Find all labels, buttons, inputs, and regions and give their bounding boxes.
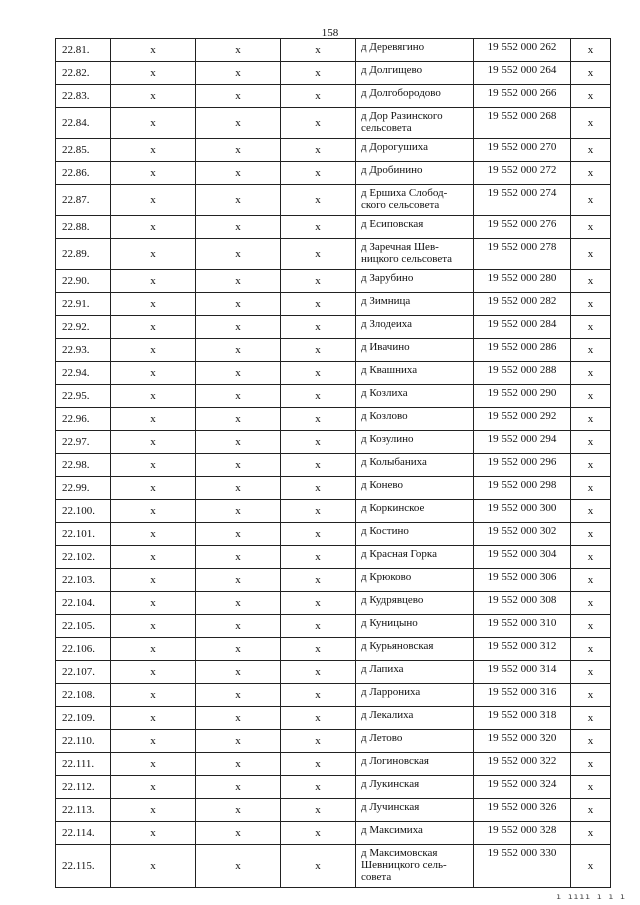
oktmo-code: 19 552 000 314 xyxy=(474,661,571,684)
mark-cell: x xyxy=(571,39,611,62)
row-number: 22.88. xyxy=(56,216,111,239)
oktmo-code: 19 552 000 306 xyxy=(474,569,571,592)
oktmo-code: 19 552 000 308 xyxy=(474,592,571,615)
mark-cell: x xyxy=(571,62,611,85)
mark-cell: x xyxy=(281,454,356,477)
settlement-table xyxy=(55,38,611,888)
row-number: 22.84. xyxy=(56,108,111,139)
table-row xyxy=(56,523,611,546)
mark-cell: x xyxy=(281,684,356,707)
table-row xyxy=(56,454,611,477)
oktmo-code: 19 552 000 296 xyxy=(474,454,571,477)
mark-cell: x xyxy=(196,546,281,569)
settlement-name: д Долгобородово xyxy=(356,85,474,108)
mark-cell: x xyxy=(571,162,611,185)
table-row xyxy=(56,316,611,339)
row-number: 22.107. xyxy=(56,661,111,684)
settlement-name: д Козулино xyxy=(356,431,474,454)
settlement-name: д Дробинино xyxy=(356,162,474,185)
mark-cell: x xyxy=(196,108,281,139)
mark-cell: x xyxy=(111,523,196,546)
mark-cell: x xyxy=(196,500,281,523)
row-number: 22.85. xyxy=(56,139,111,162)
oktmo-code: 19 552 000 300 xyxy=(474,500,571,523)
settlement-name: д Зарубино xyxy=(356,270,474,293)
mark-cell: x xyxy=(111,408,196,431)
mark-cell: x xyxy=(111,239,196,270)
settlement-name: д Курьяновская xyxy=(356,638,474,661)
mark-cell: x xyxy=(571,185,611,216)
mark-cell: x xyxy=(281,362,356,385)
table-row xyxy=(56,776,611,799)
table-row xyxy=(56,239,611,270)
settlement-name: д Куницыно xyxy=(356,615,474,638)
settlement-name: д Ершиха Слобод-ского сельсовета xyxy=(356,185,474,216)
mark-cell: x xyxy=(571,730,611,753)
table-row xyxy=(56,385,611,408)
row-number: 22.91. xyxy=(56,293,111,316)
table-row xyxy=(56,730,611,753)
mark-cell: x xyxy=(571,385,611,408)
mark-cell: x xyxy=(111,339,196,362)
mark-cell: x xyxy=(281,615,356,638)
row-number: 22.90. xyxy=(56,270,111,293)
oktmo-code: 19 552 000 266 xyxy=(474,85,571,108)
mark-cell: x xyxy=(196,684,281,707)
row-number: 22.109. xyxy=(56,707,111,730)
mark-cell: x xyxy=(196,85,281,108)
settlement-name: д Зимница xyxy=(356,293,474,316)
mark-cell: x xyxy=(111,615,196,638)
mark-cell: x xyxy=(281,385,356,408)
table-row xyxy=(56,615,611,638)
table-row xyxy=(56,707,611,730)
settlement-name: д Злодеиха xyxy=(356,316,474,339)
oktmo-code: 19 552 000 302 xyxy=(474,523,571,546)
mark-cell: x xyxy=(196,753,281,776)
settlement-name: д Ларрониха xyxy=(356,684,474,707)
mark-cell: x xyxy=(111,108,196,139)
mark-cell: x xyxy=(281,730,356,753)
mark-cell: x xyxy=(281,569,356,592)
row-number: 22.114. xyxy=(56,822,111,845)
mark-cell: x xyxy=(571,500,611,523)
table-row xyxy=(56,477,611,500)
row-number: 22.100. xyxy=(56,500,111,523)
mark-cell: x xyxy=(571,776,611,799)
oktmo-code: 19 552 000 310 xyxy=(474,615,571,638)
row-number: 22.81. xyxy=(56,39,111,62)
oktmo-code: 19 552 000 284 xyxy=(474,316,571,339)
oktmo-code: 19 552 000 294 xyxy=(474,431,571,454)
oktmo-code: 19 552 000 328 xyxy=(474,822,571,845)
mark-cell: x xyxy=(571,845,611,888)
settlement-name: д Лекалиха xyxy=(356,707,474,730)
mark-cell: x xyxy=(281,845,356,888)
settlement-name: д Дор Разинского сельсовета xyxy=(356,108,474,139)
mark-cell: x xyxy=(571,707,611,730)
mark-cell: x xyxy=(111,753,196,776)
mark-cell: x xyxy=(196,62,281,85)
page-number: 158 xyxy=(321,27,339,39)
mark-cell: x xyxy=(571,799,611,822)
mark-cell: x xyxy=(196,776,281,799)
oktmo-code: 19 552 000 282 xyxy=(474,293,571,316)
oktmo-code: 19 552 000 276 xyxy=(474,216,571,239)
table-row xyxy=(56,139,611,162)
row-number: 22.104. xyxy=(56,592,111,615)
mark-cell: x xyxy=(111,216,196,239)
settlement-name: д Логиновская xyxy=(356,753,474,776)
mark-cell: x xyxy=(571,546,611,569)
settlement-name: д Козлиха xyxy=(356,385,474,408)
mark-cell: x xyxy=(111,661,196,684)
mark-cell: x xyxy=(281,500,356,523)
mark-cell: x xyxy=(111,477,196,500)
mark-cell: x xyxy=(111,270,196,293)
mark-cell: x xyxy=(196,293,281,316)
table-row xyxy=(56,270,611,293)
mark-cell: x xyxy=(111,730,196,753)
mark-cell: x xyxy=(281,707,356,730)
table-row xyxy=(56,39,611,62)
table-row xyxy=(56,753,611,776)
mark-cell: x xyxy=(196,799,281,822)
mark-cell: x xyxy=(571,615,611,638)
mark-cell: x xyxy=(571,684,611,707)
mark-cell: x xyxy=(571,523,611,546)
table-row xyxy=(56,339,611,362)
row-number: 22.89. xyxy=(56,239,111,270)
mark-cell: x xyxy=(196,477,281,500)
mark-cell: x xyxy=(196,523,281,546)
mark-cell: x xyxy=(571,139,611,162)
mark-cell: x xyxy=(196,408,281,431)
mark-cell: x xyxy=(111,431,196,454)
oktmo-code: 19 552 000 324 xyxy=(474,776,571,799)
row-number: 22.83. xyxy=(56,85,111,108)
table-row xyxy=(56,500,611,523)
row-number: 22.102. xyxy=(56,546,111,569)
mark-cell: x xyxy=(111,546,196,569)
mark-cell: x xyxy=(196,707,281,730)
mark-cell: x xyxy=(281,162,356,185)
mark-cell: x xyxy=(196,139,281,162)
mark-cell: x xyxy=(196,270,281,293)
table-row xyxy=(56,85,611,108)
mark-cell: x xyxy=(281,546,356,569)
settlement-name: д Костино xyxy=(356,523,474,546)
table-row xyxy=(56,684,611,707)
mark-cell: x xyxy=(571,216,611,239)
mark-cell: x xyxy=(281,799,356,822)
oktmo-code: 19 552 000 298 xyxy=(474,477,571,500)
oktmo-code: 19 552 000 322 xyxy=(474,753,571,776)
table-row xyxy=(56,293,611,316)
mark-cell: x xyxy=(281,62,356,85)
table-row xyxy=(56,546,611,569)
row-number: 22.98. xyxy=(56,454,111,477)
mark-cell: x xyxy=(111,185,196,216)
settlement-name: д Колыбаниха xyxy=(356,454,474,477)
mark-cell: x xyxy=(196,185,281,216)
mark-cell: x xyxy=(571,408,611,431)
oktmo-code: 19 552 000 270 xyxy=(474,139,571,162)
mark-cell: x xyxy=(571,454,611,477)
row-number: 22.82. xyxy=(56,62,111,85)
row-number: 22.94. xyxy=(56,362,111,385)
mark-cell: x xyxy=(196,162,281,185)
settlement-name: д Кудрявцево xyxy=(356,592,474,615)
mark-cell: x xyxy=(281,139,356,162)
mark-cell: x xyxy=(571,293,611,316)
mark-cell: x xyxy=(281,339,356,362)
mark-cell: x xyxy=(281,108,356,139)
mark-cell: x xyxy=(281,270,356,293)
mark-cell: x xyxy=(196,569,281,592)
row-number: 22.103. xyxy=(56,569,111,592)
row-number: 22.115. xyxy=(56,845,111,888)
oktmo-code: 19 552 000 316 xyxy=(474,684,571,707)
oktmo-code: 19 552 000 326 xyxy=(474,799,571,822)
settlement-name: д Ивачино xyxy=(356,339,474,362)
mark-cell: x xyxy=(196,822,281,845)
row-number: 22.93. xyxy=(56,339,111,362)
table-row xyxy=(56,185,611,216)
oktmo-code: 19 552 000 264 xyxy=(474,62,571,85)
mark-cell: x xyxy=(111,799,196,822)
table-row xyxy=(56,845,611,888)
table-row xyxy=(56,62,611,85)
mark-cell: x xyxy=(111,385,196,408)
mark-cell: x xyxy=(281,85,356,108)
mark-cell: x xyxy=(571,108,611,139)
settlement-name: д Максимовская Шевницкого сель-совета xyxy=(356,845,474,888)
settlement-name: д Лапиха xyxy=(356,661,474,684)
table-row xyxy=(56,108,611,139)
settlement-name: д Деревягино xyxy=(356,39,474,62)
row-number: 22.92. xyxy=(56,316,111,339)
mark-cell: x xyxy=(111,638,196,661)
mark-cell: x xyxy=(571,592,611,615)
mark-cell: x xyxy=(281,822,356,845)
mark-cell: x xyxy=(196,615,281,638)
settlement-name: д Крюково xyxy=(356,569,474,592)
mark-cell: x xyxy=(196,339,281,362)
oktmo-code: 19 552 000 318 xyxy=(474,707,571,730)
mark-cell: x xyxy=(281,293,356,316)
oktmo-code: 19 552 000 280 xyxy=(474,270,571,293)
settlement-name: д Лучинская xyxy=(356,799,474,822)
oktmo-code: 19 552 000 286 xyxy=(474,339,571,362)
mark-cell: x xyxy=(281,638,356,661)
mark-cell: x xyxy=(571,316,611,339)
oktmo-code: 19 552 000 278 xyxy=(474,239,571,270)
settlement-name: д Коркинское xyxy=(356,500,474,523)
mark-cell: x xyxy=(196,362,281,385)
oktmo-code: 19 552 000 288 xyxy=(474,362,571,385)
mark-cell: x xyxy=(111,85,196,108)
mark-cell: x xyxy=(281,239,356,270)
mark-cell: x xyxy=(111,684,196,707)
settlement-name: д Долгищево xyxy=(356,62,474,85)
settlement-name: д Козлово xyxy=(356,408,474,431)
table-row xyxy=(56,362,611,385)
mark-cell: x xyxy=(111,62,196,85)
mark-cell: x xyxy=(281,523,356,546)
row-number: 22.87. xyxy=(56,185,111,216)
mark-cell: x xyxy=(196,239,281,270)
table-row xyxy=(56,822,611,845)
mark-cell: x xyxy=(196,638,281,661)
mark-cell: x xyxy=(196,845,281,888)
row-number: 22.95. xyxy=(56,385,111,408)
row-number: 22.110. xyxy=(56,730,111,753)
mark-cell: x xyxy=(281,216,356,239)
mark-cell: x xyxy=(111,822,196,845)
table-row xyxy=(56,408,611,431)
mark-cell: x xyxy=(196,730,281,753)
row-number: 22.97. xyxy=(56,431,111,454)
row-number: 22.111. xyxy=(56,753,111,776)
mark-cell: x xyxy=(111,776,196,799)
row-number: 22.105. xyxy=(56,615,111,638)
oktmo-code: 19 552 000 292 xyxy=(474,408,571,431)
settlement-name: д Квашниха xyxy=(356,362,474,385)
mark-cell: x xyxy=(571,85,611,108)
row-number: 22.99. xyxy=(56,477,111,500)
mark-cell: x xyxy=(571,270,611,293)
mark-cell: x xyxy=(571,822,611,845)
oktmo-code: 19 552 000 272 xyxy=(474,162,571,185)
mark-cell: x xyxy=(196,216,281,239)
mark-cell: x xyxy=(281,316,356,339)
mark-cell: x xyxy=(111,569,196,592)
table-row xyxy=(56,592,611,615)
row-number: 22.108. xyxy=(56,684,111,707)
mark-cell: x xyxy=(111,39,196,62)
settlement-name: д Конево xyxy=(356,477,474,500)
mark-cell: x xyxy=(196,431,281,454)
row-number: 22.86. xyxy=(56,162,111,185)
mark-cell: x xyxy=(571,339,611,362)
mark-cell: x xyxy=(281,753,356,776)
oktmo-code: 19 552 000 274 xyxy=(474,185,571,216)
oktmo-code: 19 552 000 312 xyxy=(474,638,571,661)
row-number: 22.112. xyxy=(56,776,111,799)
oktmo-code: 19 552 000 304 xyxy=(474,546,571,569)
mark-cell: x xyxy=(111,362,196,385)
mark-cell: x xyxy=(281,39,356,62)
mark-cell: x xyxy=(571,239,611,270)
row-number: 22.106. xyxy=(56,638,111,661)
mark-cell: x xyxy=(111,316,196,339)
table-body xyxy=(56,39,611,888)
oktmo-code: 19 552 000 330 xyxy=(474,845,571,888)
mark-cell: x xyxy=(111,293,196,316)
settlement-name: д Есиповская xyxy=(356,216,474,239)
mark-cell: x xyxy=(281,477,356,500)
settlement-name: д Красная Горка xyxy=(356,546,474,569)
oktmo-code: 19 552 000 262 xyxy=(474,39,571,62)
table-row xyxy=(56,162,611,185)
mark-cell: x xyxy=(571,431,611,454)
mark-cell: x xyxy=(281,661,356,684)
mark-cell: x xyxy=(196,316,281,339)
row-number: 22.96. xyxy=(56,408,111,431)
row-number: 22.113. xyxy=(56,799,111,822)
mark-cell: x xyxy=(111,592,196,615)
settlement-name: д Лукинская xyxy=(356,776,474,799)
mark-cell: x xyxy=(281,185,356,216)
footer-scan-marks: ı ıııı ı ı ı xyxy=(556,892,626,901)
table-row xyxy=(56,799,611,822)
oktmo-code: 19 552 000 290 xyxy=(474,385,571,408)
mark-cell: x xyxy=(281,592,356,615)
mark-cell: x xyxy=(196,454,281,477)
table-row xyxy=(56,216,611,239)
mark-cell: x xyxy=(111,845,196,888)
settlement-name: д Максимиха xyxy=(356,822,474,845)
mark-cell: x xyxy=(571,362,611,385)
mark-cell: x xyxy=(111,454,196,477)
mark-cell: x xyxy=(571,753,611,776)
table-row xyxy=(56,569,611,592)
table-row xyxy=(56,638,611,661)
mark-cell: x xyxy=(196,661,281,684)
mark-cell: x xyxy=(196,39,281,62)
mark-cell: x xyxy=(196,385,281,408)
settlement-name: д Летово xyxy=(356,730,474,753)
mark-cell: x xyxy=(281,408,356,431)
mark-cell: x xyxy=(196,592,281,615)
mark-cell: x xyxy=(571,661,611,684)
mark-cell: x xyxy=(111,139,196,162)
oktmo-code: 19 552 000 320 xyxy=(474,730,571,753)
mark-cell: x xyxy=(111,500,196,523)
mark-cell: x xyxy=(571,638,611,661)
table-row xyxy=(56,431,611,454)
mark-cell: x xyxy=(571,569,611,592)
oktmo-code: 19 552 000 268 xyxy=(474,108,571,139)
mark-cell: x xyxy=(111,707,196,730)
row-number: 22.101. xyxy=(56,523,111,546)
mark-cell: x xyxy=(111,162,196,185)
table-row xyxy=(56,661,611,684)
settlement-name: д Дорогушиха xyxy=(356,139,474,162)
mark-cell: x xyxy=(281,776,356,799)
settlement-name: д Заречная Шев-ницкого сельсовета xyxy=(356,239,474,270)
mark-cell: x xyxy=(281,431,356,454)
mark-cell: x xyxy=(571,477,611,500)
